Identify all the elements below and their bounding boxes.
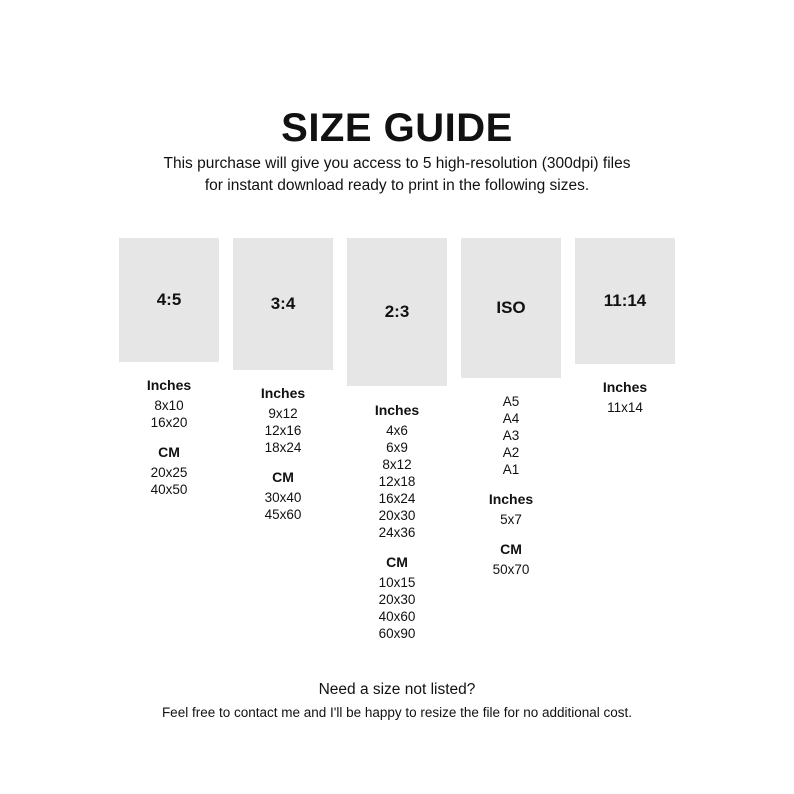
size-list: [461, 393, 561, 578]
group-heading: Inches: [374, 402, 420, 418]
size-value: 12x16: [264, 423, 302, 438]
size-value: 9x12: [268, 406, 298, 421]
size-group: [233, 384, 333, 456]
size-value: 6x9: [386, 440, 408, 455]
size-value: 24x36: [378, 525, 416, 540]
size-value: A5: [502, 394, 520, 409]
size-list: [233, 384, 333, 523]
size-value: 50x70: [492, 562, 530, 577]
size-column-4-5: [119, 238, 219, 498]
group-heading: CM: [272, 469, 294, 485]
footer-note: Feel free to contact me and I'll be happy to resize the file for no additional cost.: [161, 705, 633, 720]
ratio-box-11-14: [575, 238, 675, 364]
subtitle: [0, 153, 794, 197]
size-value: A2: [502, 445, 520, 460]
size-list: [347, 401, 447, 642]
group-heading: CM: [158, 444, 180, 460]
size-value: 12x18: [378, 474, 416, 489]
ratio-box-3-4: [233, 238, 333, 370]
size-group: [347, 401, 447, 541]
ratio-box-2-3: [347, 238, 447, 386]
size-column-iso: [461, 238, 561, 578]
size-value: 11x14: [607, 400, 643, 415]
size-value: 18x24: [264, 440, 302, 455]
ratio-label: ISO: [496, 298, 526, 317]
size-value: 8x10: [154, 398, 184, 413]
size-value: 10x15: [378, 575, 416, 590]
size-value: 4x6: [386, 423, 408, 438]
group-heading: Inches: [146, 377, 192, 393]
size-group: [347, 553, 447, 642]
ratio-box-4-5: [119, 238, 219, 362]
size-value: 30x40: [264, 490, 302, 505]
ratio-label: 3:4: [270, 294, 296, 313]
footer-question: Need a size not listed?: [318, 681, 476, 698]
size-value: 20x25: [150, 465, 188, 480]
size-value: 8x12: [382, 457, 412, 472]
size-group: [119, 443, 219, 498]
ratio-label: 4:5: [156, 290, 182, 309]
size-group: [119, 376, 219, 431]
size-group: [461, 490, 561, 528]
size-value: A4: [502, 411, 520, 426]
size-column-3-4: [233, 238, 333, 523]
page-title: SIZE GUIDE: [281, 106, 513, 150]
ratio-label: 11:14: [603, 291, 647, 310]
ratio-box-iso: [461, 238, 561, 378]
subtitle-line-1: This purchase will give you access to 5 high-resolution (300dpi) files: [163, 155, 631, 172]
size-group: [233, 468, 333, 523]
size-group: [461, 393, 561, 478]
size-value: 40x50: [150, 482, 188, 497]
size-value: 60x90: [378, 626, 416, 641]
size-list: [119, 376, 219, 498]
size-value: 40x60: [378, 609, 416, 624]
size-column-2-3: [347, 238, 447, 642]
group-heading: Inches: [260, 385, 306, 401]
size-value: 20x30: [378, 592, 416, 607]
size-value: 20x30: [378, 508, 416, 523]
size-value: 16x20: [150, 415, 188, 430]
group-heading: Inches: [602, 379, 648, 395]
size-value: 16x24: [378, 491, 416, 506]
subtitle-line-2: for instant download ready to print in the following sizes.: [204, 177, 590, 194]
size-column-11-14: [575, 238, 675, 416]
group-heading: Inches: [488, 491, 534, 507]
size-list: [575, 378, 675, 416]
size-value: 5x7: [500, 512, 522, 527]
ratio-label: 2:3: [384, 302, 410, 321]
group-heading: CM: [500, 541, 522, 557]
size-group: [575, 378, 675, 416]
size-group: [461, 540, 561, 578]
size-value: A3: [502, 428, 520, 443]
size-value: A1: [502, 462, 520, 477]
group-heading: CM: [386, 554, 408, 570]
size-value: 45x60: [264, 507, 302, 522]
